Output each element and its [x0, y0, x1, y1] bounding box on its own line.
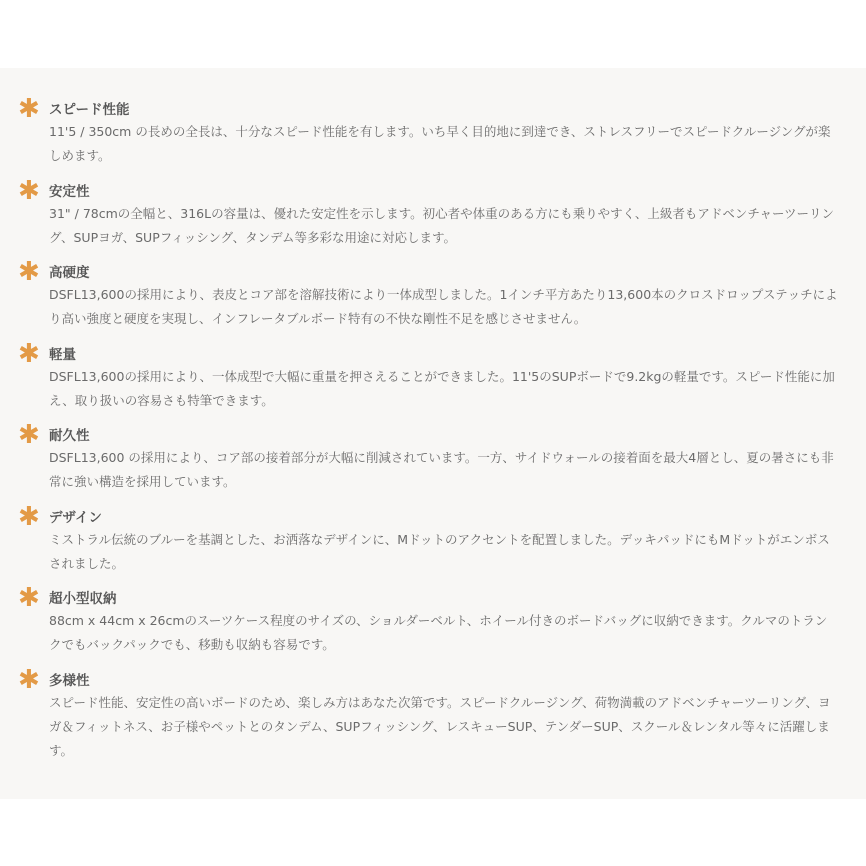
asterisk-icon: ✱: [18, 664, 40, 695]
feature-item-lightweight: [18, 338, 844, 425]
feature-panel: [0, 68, 866, 799]
feature-item-versatility: [18, 664, 844, 758]
feature-item-rigidity: [18, 257, 844, 343]
feature-item-durability: [18, 420, 844, 506]
feature-title: 高硬度: [49, 265, 90, 281]
asterisk-icon: ✱: [18, 501, 40, 532]
feature-title: 安定性: [49, 183, 90, 200]
feature-description: 31" / 78cmの全幅と、316Lの容量は、優れた安定性を示します。初心者や体重のある方にも乗りやすく、上級者もアドベンチャーツーリング、SUPヨガ、SUPフィッシング、タンデム等多彩な用途に対応します。: [49, 205, 834, 245]
asterisk-icon: ✱: [18, 94, 40, 124]
feature-description: ミストラル伝統のブルーを基調とした、お洒落なデザインに、Mドットのアクセントを配置しました。デッキパッドにもMドットがエンボスされました。: [49, 531, 830, 571]
feature-title: 多様性: [49, 672, 90, 689]
feature-description: DSFL13,600の採用により、一体成型で大幅に重量を押さえることができました。11'5のSUPボードで9.2kgの軽量です。スピード性能に加え、取り扱いの容易さも特筆できます。: [49, 368, 835, 408]
asterisk-icon: ✱: [18, 583, 40, 613]
asterisk-icon: ✱: [18, 175, 40, 206]
feature-list: [18, 94, 844, 758]
feature-title: 耐久性: [49, 428, 90, 444]
feature-item-stability: [18, 175, 844, 262]
feature-title: デザイン: [49, 509, 103, 526]
asterisk-icon: ✱: [18, 420, 40, 450]
feature-item-design: [18, 501, 844, 588]
feature-description: 88cm x 44cm x 26cmのスーツケース程度のサイズの、ショルダーベルト、ホイール付きのボードバッグに収納できます。クルマのトランクでもバックパックでも、移動も収納も容易です。: [49, 613, 828, 652]
feature-description: 11'5 / 350cm の長めの全長は、十分なスピード性能を有します。いち早く目的地に到達でき、ストレスフリーでスピードクルージングが楽しめます。: [49, 124, 831, 163]
feature-item-speed: [18, 94, 844, 180]
feature-description: DSFL13,600 の採用により、コア部の接着部分が大幅に削減されています。一方、サイドウォールの接着面を最大4層とし、夏の暑さにも非常に強い構造を採用しています。: [49, 450, 834, 489]
feature-title: スピード性能: [49, 102, 130, 118]
feature-description: DSFL13,600の採用により、表皮とコア部を溶解技術により一体成型しました。1インチ平方あたり13,600本のクロスドロップステッチにより高い強度と硬度を実現し、インフレータブルボード特有の不快な剛性不足を感じさせません。: [49, 287, 838, 326]
asterisk-icon: ✱: [18, 257, 40, 287]
asterisk-icon: ✱: [18, 338, 40, 369]
feature-description: スピード性能、安定性の高いボードのため、楽しみ方はあなた次第です。スピードクルージング、荷物満載のアドベンチャーツーリング、ヨガ＆フィットネス、お子様やペットとのタンデム、SUPフィッシング、レスキューSUP、テンダーSUP、スクール＆レンタル等々に活躍します。: [49, 694, 831, 758]
feature-item-compact-storage: [18, 583, 844, 669]
feature-title: 超小型収納: [49, 591, 117, 607]
feature-title: 軽量: [49, 346, 76, 363]
